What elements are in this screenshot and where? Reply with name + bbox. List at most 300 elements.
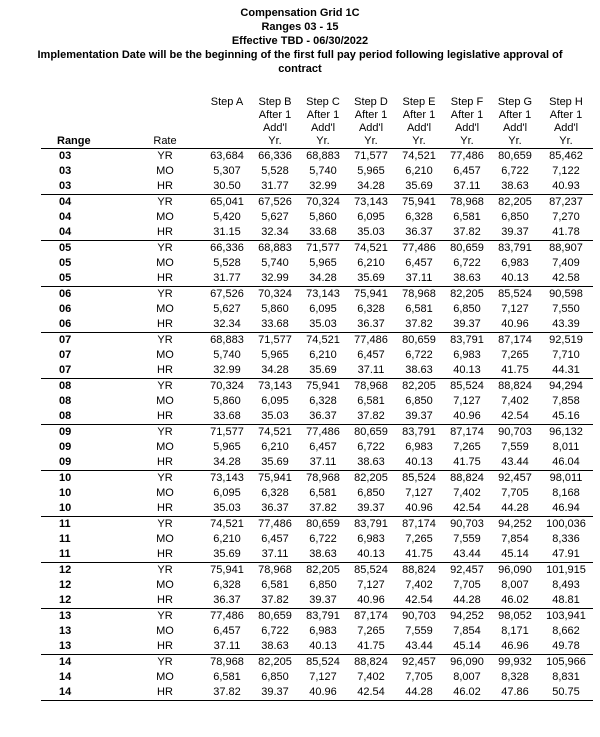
rate-cell: YR [157,242,173,254]
range-cell: 11 [41,547,127,563]
step-d-cell: 39.37 [347,501,395,517]
step-h-cell: 8,168 [552,487,580,499]
step-g-cell: 8,171 [501,625,529,637]
step-h-cell: 48.81 [539,593,593,609]
table-row [41,317,593,333]
step-d-cell: 35.03 [347,225,395,241]
column-header-range: Range [41,96,127,149]
rate-cell: YR [157,334,173,346]
step-h-cell: 100,036 [546,518,586,530]
step-a-cell: 75,941 [210,564,244,576]
step-g-cell: 6,983 [501,257,529,269]
step-f-cell: 41.75 [443,455,491,471]
step-a-cell: 73,143 [210,472,244,484]
rate-cell: YR [157,518,173,530]
step-d-cell: 37.82 [347,409,395,425]
column-header-step-h: Step H After 1 Add'l Yr. [539,96,593,149]
step-h-cell: 7,858 [552,395,580,407]
step-e-cell: 75,941 [402,196,436,208]
step-e-cell: 77,486 [402,242,436,254]
range-cell: 05 [59,257,72,269]
step-c-cell: 6,983 [309,625,337,637]
rate-cell: HR [127,639,203,655]
step-b-cell: 5,740 [261,257,289,269]
step-c-cell: 6,328 [309,395,337,407]
range-cell: 09 [41,455,127,471]
step-h-cell: 42.58 [539,271,593,287]
step-e-cell: 7,559 [405,625,433,637]
step-d-cell: 80,659 [354,426,388,438]
step-c-cell: 71,577 [306,242,340,254]
step-f-cell: 80,659 [450,242,484,254]
step-f-cell: 38.63 [443,271,491,287]
range-cell: 11 [59,518,71,530]
step-g-cell: 7,854 [501,533,529,545]
rate-cell: HR [127,455,203,471]
step-b-cell: 68,883 [258,242,292,254]
step-c-cell: 75,941 [306,380,340,392]
range-cell: 06 [59,288,72,300]
step-h-cell: 41.78 [539,225,593,241]
step-c-cell: 5,860 [309,211,337,223]
step-e-cell: 92,457 [402,656,436,668]
step-e-cell: 40.96 [395,501,443,517]
step-b-cell: 66,336 [258,150,292,162]
step-g-cell: 40.13 [491,271,539,287]
range-cell: 04 [41,225,127,241]
table-row [41,624,593,639]
step-e-cell: 37.11 [395,271,443,287]
step-f-cell: 6,581 [453,211,481,223]
step-e-cell: 6,850 [405,395,433,407]
step-a-cell: 65,041 [210,196,244,208]
rate-cell: YR [157,380,173,392]
range-cell: 03 [41,179,127,195]
step-f-cell: 6,850 [453,303,481,315]
step-e-cell: 40.13 [395,455,443,471]
step-b-cell: 33.68 [251,317,299,333]
rate-cell: HR [127,271,203,287]
step-f-cell: 7,127 [453,395,481,407]
rate-cell: MO [156,671,174,683]
implementation-note: Implementation Date will be the beginning of the first full pay period following legislative approval of [37,49,563,61]
step-e-cell: 7,127 [405,487,433,499]
step-d-cell: 6,581 [357,395,385,407]
range-cell: 13 [41,639,127,655]
step-c-cell: 70,324 [306,196,340,208]
step-e-cell: 37.82 [395,317,443,333]
step-h-cell: 50.75 [539,685,593,701]
step-b-cell: 6,850 [261,671,289,683]
step-f-cell: 6,722 [453,257,481,269]
rate-cell: HR [127,501,203,517]
table-row [41,225,593,241]
step-a-cell: 5,528 [213,257,241,269]
range-cell: 05 [59,242,72,254]
column-header-step-d: Step D After 1 Add'l Yr. [347,96,395,149]
step-f-cell: 94,252 [450,610,484,622]
step-d-cell: 7,402 [357,671,385,683]
step-h-cell: 8,336 [552,533,580,545]
step-g-cell: 39.37 [491,225,539,241]
step-b-cell: 35.03 [251,409,299,425]
step-a-cell: 32.99 [203,363,251,379]
step-g-cell: 8,007 [501,579,529,591]
step-b-cell: 71,577 [258,334,292,346]
step-d-cell: 6,328 [357,303,385,315]
step-a-cell: 67,526 [210,288,244,300]
step-f-cell: 82,205 [450,288,484,300]
table-row [41,639,593,655]
table-row [41,685,593,701]
step-h-cell: 92,519 [549,334,583,346]
step-c-cell: 80,659 [306,518,340,530]
step-a-cell: 6,328 [213,579,241,591]
ranges-subtitle: Ranges 03 - 15 [261,21,339,33]
compensation-table [41,96,593,701]
rate-cell: MO [156,579,174,591]
document-header [0,0,600,76]
rate-cell: MO [156,349,174,361]
table-row [41,271,593,287]
step-d-cell: 40.13 [347,547,395,563]
step-c-cell: 5,740 [309,165,337,177]
range-cell: 14 [59,671,72,683]
step-g-cell: 7,402 [501,395,529,407]
table-row [41,164,593,179]
table-row [41,440,593,455]
step-g-cell: 92,457 [498,472,532,484]
rate-cell: HR [127,547,203,563]
table-row [41,149,593,165]
step-g-cell: 80,659 [498,150,532,162]
range-cell: 13 [59,610,72,622]
range-cell: 04 [59,196,72,208]
step-d-cell: 71,577 [354,150,388,162]
range-cell: 09 [59,426,72,438]
step-d-cell: 82,205 [354,472,388,484]
step-b-cell: 32.34 [251,225,299,241]
step-b-cell: 73,143 [258,380,292,392]
table-header [41,96,593,149]
step-e-cell: 6,457 [405,257,433,269]
rate-cell: HR [127,685,203,701]
step-e-cell: 6,210 [405,165,433,177]
table-row [41,670,593,685]
step-h-cell: 7,270 [552,211,580,223]
step-b-cell: 74,521 [258,426,292,438]
step-e-cell: 78,968 [402,288,436,300]
step-a-cell: 31.15 [203,225,251,241]
step-a-cell: 66,336 [210,242,244,254]
step-c-cell: 85,524 [306,656,340,668]
step-c-cell: 38.63 [299,547,347,563]
step-b-cell: 32.99 [251,271,299,287]
step-c-cell: 34.28 [299,271,347,287]
step-d-cell: 35.69 [347,271,395,287]
step-h-cell: 44.31 [539,363,593,379]
rate-cell: HR [127,409,203,425]
step-b-cell: 5,627 [261,211,289,223]
step-h-cell: 96,132 [549,426,583,438]
step-a-cell: 5,740 [213,349,241,361]
step-h-cell: 7,122 [552,165,580,177]
table-row [41,471,593,487]
range-cell: 10 [59,472,72,484]
range-cell: 04 [59,211,72,223]
step-a-cell: 32.34 [203,317,251,333]
rate-cell: HR [127,593,203,609]
step-d-cell: 5,965 [357,165,385,177]
step-b-cell: 39.37 [251,685,299,701]
table-row [41,179,593,195]
step-d-cell: 7,265 [357,625,385,637]
table-row [41,563,593,579]
step-h-cell: 90,598 [549,288,583,300]
step-f-cell: 6,983 [453,349,481,361]
step-f-cell: 40.96 [443,409,491,425]
step-b-cell: 37.82 [251,593,299,609]
table-row [41,578,593,593]
step-f-cell: 39.37 [443,317,491,333]
step-g-cell: 45.14 [491,547,539,563]
rate-cell: HR [127,363,203,379]
step-c-cell: 6,850 [309,579,337,591]
step-c-cell: 83,791 [306,610,340,622]
step-d-cell: 42.54 [347,685,395,701]
step-d-cell: 36.37 [347,317,395,333]
step-c-cell: 78,968 [306,472,340,484]
table-body [41,149,593,701]
rate-cell: HR [127,317,203,333]
step-d-cell: 6,210 [357,257,385,269]
rate-cell: YR [157,150,173,162]
table-row [41,302,593,317]
step-h-cell: 88,907 [549,242,583,254]
step-e-cell: 85,524 [402,472,436,484]
table-row [41,379,593,395]
range-cell: 09 [59,441,72,453]
step-f-cell: 78,968 [450,196,484,208]
step-b-cell: 77,486 [258,518,292,530]
step-f-cell: 43.44 [443,547,491,563]
step-c-cell: 77,486 [306,426,340,438]
step-h-cell: 40.93 [539,179,593,195]
step-h-cell: 8,831 [552,671,580,683]
step-b-cell: 6,328 [261,487,289,499]
step-e-cell: 41.75 [395,547,443,563]
step-g-cell: 98,052 [498,610,532,622]
step-e-cell: 6,983 [405,441,433,453]
step-b-cell: 70,324 [258,288,292,300]
step-a-cell: 6,457 [213,625,241,637]
column-header-step-f: Step F After 1 Add'l Yr. [443,96,491,149]
step-a-cell: 78,968 [210,656,244,668]
step-d-cell: 34.28 [347,179,395,195]
step-a-cell: 33.68 [203,409,251,425]
table-row [41,486,593,501]
step-f-cell: 90,703 [450,518,484,530]
step-b-cell: 31.77 [251,179,299,195]
step-g-cell: 83,791 [498,242,532,254]
step-g-cell: 90,703 [498,426,532,438]
step-g-cell: 85,524 [498,288,532,300]
rate-cell: YR [157,472,173,484]
step-h-cell: 49.78 [539,639,593,655]
step-d-cell: 78,968 [354,380,388,392]
range-cell: 07 [59,334,72,346]
step-g-cell: 7,705 [501,487,529,499]
step-c-cell: 40.96 [299,685,347,701]
range-cell: 10 [41,501,127,517]
step-f-cell: 44.28 [443,593,491,609]
step-d-cell: 6,850 [357,487,385,499]
step-a-cell: 77,486 [210,610,244,622]
rate-cell: MO [156,625,174,637]
step-e-cell: 44.28 [395,685,443,701]
step-e-cell: 7,705 [405,671,433,683]
step-d-cell: 74,521 [354,242,388,254]
column-header-step-c: Step C After 1 Add'l Yr. [299,96,347,149]
step-c-cell: 5,965 [309,257,337,269]
step-c-cell: 40.13 [299,639,347,655]
step-f-cell: 40.13 [443,363,491,379]
step-c-cell: 37.11 [299,455,347,471]
table-row [41,593,593,609]
step-b-cell: 5,860 [261,303,289,315]
step-h-cell: 94,294 [549,380,583,392]
table-row [41,609,593,625]
step-d-cell: 6,095 [357,211,385,223]
step-c-cell: 74,521 [306,334,340,346]
step-e-cell: 38.63 [395,363,443,379]
step-e-cell: 6,581 [405,303,433,315]
step-e-cell: 43.44 [395,639,443,655]
range-cell: 08 [59,395,72,407]
step-a-cell: 5,627 [213,303,241,315]
range-cell: 03 [59,150,72,162]
step-f-cell: 42.54 [443,501,491,517]
range-cell: 14 [59,656,72,668]
rate-cell: YR [157,564,173,576]
step-f-cell: 87,174 [450,426,484,438]
step-f-cell: 6,457 [453,165,481,177]
step-e-cell: 80,659 [402,334,436,346]
table-row [41,333,593,349]
range-cell: 08 [41,409,127,425]
table-row [41,241,593,257]
step-b-cell: 6,457 [261,533,289,545]
step-e-cell: 83,791 [402,426,436,438]
step-d-cell: 73,143 [354,196,388,208]
rate-cell: MO [156,395,174,407]
step-g-cell: 82,205 [498,196,532,208]
table-row [41,256,593,271]
range-cell: 06 [41,317,127,333]
step-h-cell: 8,493 [552,579,580,591]
step-g-cell: 38.63 [491,179,539,195]
range-cell: 08 [59,380,72,392]
range-cell: 05 [41,271,127,287]
table-row [41,547,593,563]
rate-cell: MO [156,257,174,269]
step-d-cell: 6,722 [357,441,385,453]
step-g-cell: 6,850 [501,211,529,223]
range-cell: 10 [59,487,72,499]
step-b-cell: 5,528 [261,165,289,177]
step-b-cell: 78,968 [258,564,292,576]
step-e-cell: 82,205 [402,380,436,392]
table-row [41,394,593,409]
step-b-cell: 34.28 [251,363,299,379]
step-e-cell: 7,402 [405,579,433,591]
step-d-cell: 7,127 [357,579,385,591]
step-c-cell: 68,883 [306,150,340,162]
step-g-cell: 47.86 [491,685,539,701]
step-a-cell: 37.11 [203,639,251,655]
rate-cell: YR [157,610,173,622]
range-cell: 03 [59,165,72,177]
step-d-cell: 77,486 [354,334,388,346]
step-a-cell: 36.37 [203,593,251,609]
step-g-cell: 41.75 [491,363,539,379]
step-g-cell: 88,824 [498,380,532,392]
table-row [41,409,593,425]
step-b-cell: 6,095 [261,395,289,407]
step-h-cell: 87,237 [549,196,583,208]
rate-cell: MO [156,533,174,545]
step-d-cell: 41.75 [347,639,395,655]
step-h-cell: 105,966 [546,656,586,668]
table-row [41,532,593,547]
step-f-cell: 96,090 [450,656,484,668]
step-a-cell: 31.77 [203,271,251,287]
step-f-cell: 37.82 [443,225,491,241]
step-e-cell: 88,824 [402,564,436,576]
step-h-cell: 8,662 [552,625,580,637]
step-g-cell: 6,722 [501,165,529,177]
rate-cell: MO [156,487,174,499]
step-b-cell: 38.63 [251,639,299,655]
step-b-cell: 6,722 [261,625,289,637]
step-g-cell: 7,127 [501,303,529,315]
step-h-cell: 103,941 [546,610,586,622]
step-f-cell: 37.11 [443,179,491,195]
column-header-step-b: Step B After 1 Add'l Yr. [251,96,299,149]
step-d-cell: 37.11 [347,363,395,379]
effective-date: Effective TBD - 06/30/2022 [231,35,369,47]
step-h-cell: 47.91 [539,547,593,563]
step-c-cell: 35.03 [299,317,347,333]
table-row [41,455,593,471]
step-f-cell: 7,559 [453,533,481,545]
step-g-cell: 94,252 [498,518,532,530]
range-cell: 07 [59,349,72,361]
range-cell: 12 [41,593,127,609]
step-f-cell: 77,486 [450,150,484,162]
step-d-cell: 88,824 [354,656,388,668]
step-c-cell: 36.37 [299,409,347,425]
step-f-cell: 46.02 [443,685,491,701]
table-row [41,425,593,441]
step-a-cell: 70,324 [210,380,244,392]
range-cell: 14 [41,685,127,701]
step-c-cell: 33.68 [299,225,347,241]
step-g-cell: 43.44 [491,455,539,471]
step-e-cell: 87,174 [402,518,436,530]
column-header-step-e: Step E After 1 Add'l Yr. [395,96,443,149]
table-row [41,287,593,303]
